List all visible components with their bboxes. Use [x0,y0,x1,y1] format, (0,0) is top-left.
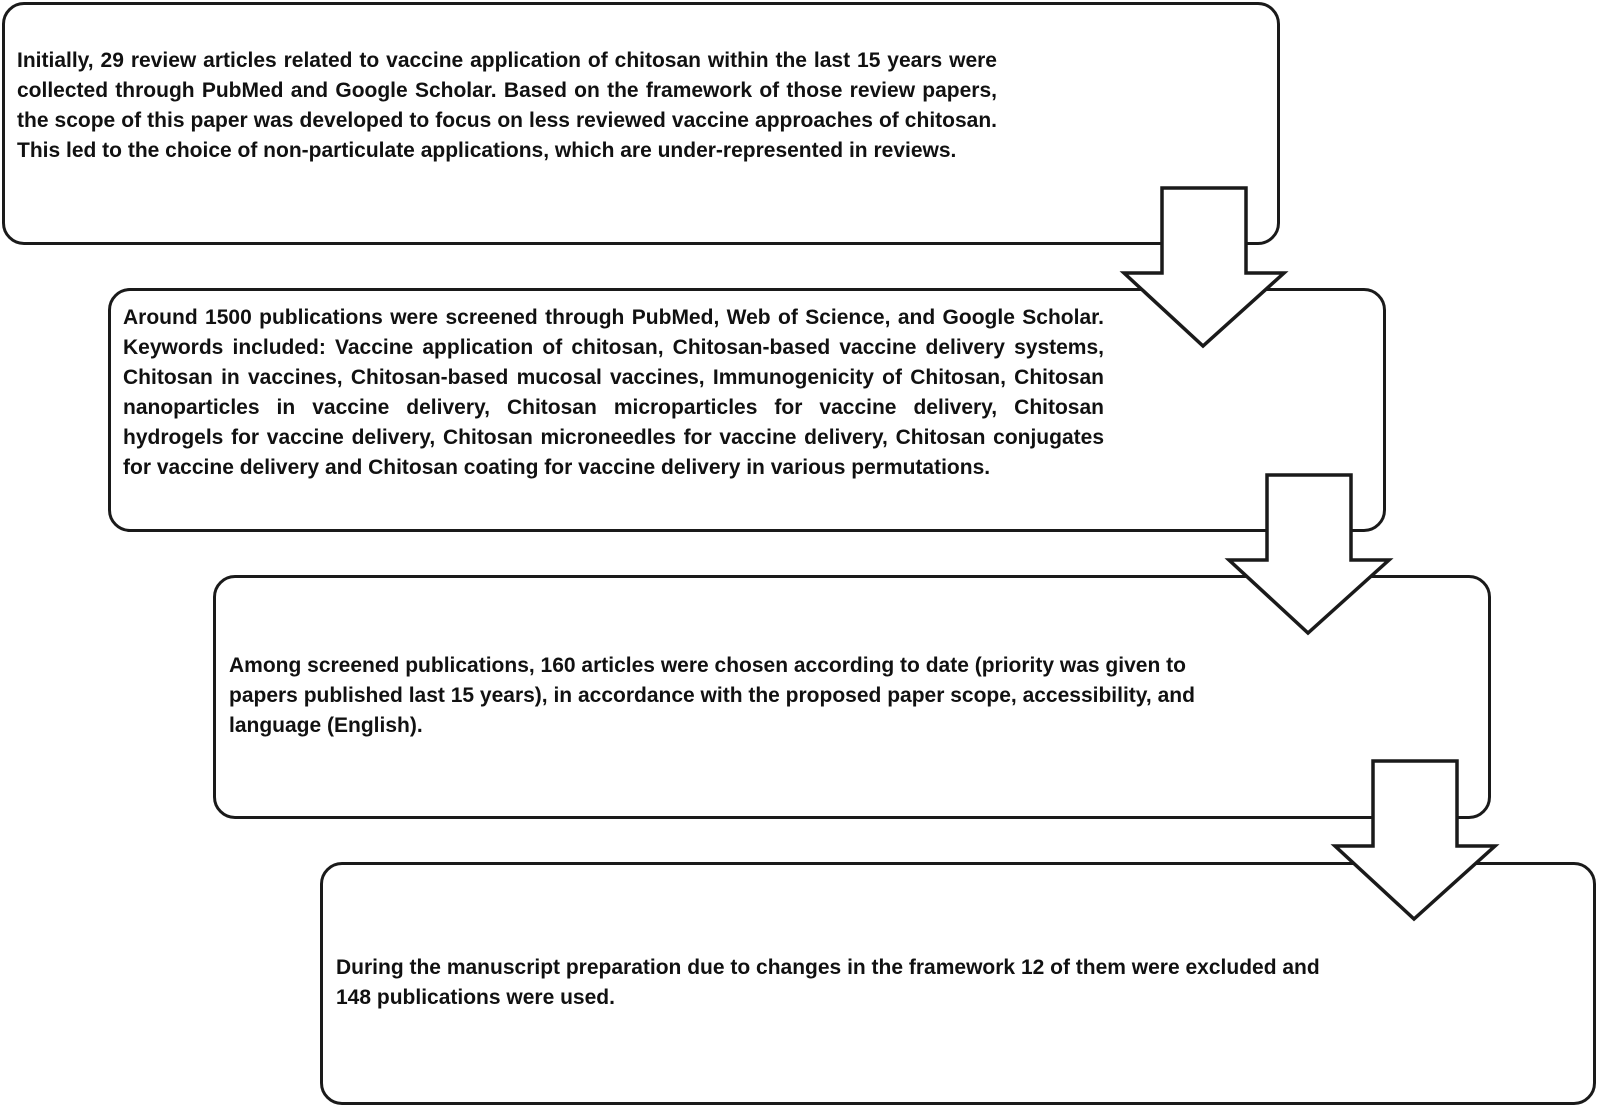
step-text-collection: Initially, 29 review articles related to vaccine application of chitosan within the last 15 years were collected through PubMed and Google Scholar. Based on the framework of those review papers, the scope of this paper was developed to focus on less reviewed vaccine approaches of chitosan. This led to the choice of non-particulate applications, which are under-represented in reviews. [17,49,997,162]
step-text-selection: Among screened publications, 160 articles were chosen according to date (priority was given to papers published last 15 years), in accordance with the proposed paper scope, accessibility, and language (English). [229,654,1195,737]
down-arrow-icon [1120,186,1288,350]
step-text-final: During the manuscript preparation due to changes in the framework 12 of them were excluded and 148 publications were used. [336,956,1320,1009]
down-arrow-icon [1225,473,1393,637]
down-arrow-icon [1331,759,1499,923]
step-text-screening: Around 1500 publications were screened through PubMed, Web of Science, and Google Scholar. Keywords included: Vaccine application of chitosan, Chitosan-based vaccine delivery systems, Chitosan in vaccines, Chitosan-based mucosal vaccines, Immunogenicity of Chitosan, Chitosan nanoparticles in vaccine delivery, Chitosan microparticles for vaccine delivery, Chitosan hydrogels for vaccine delivery, Chitosan microneedles for vaccine delivery, Chitosan conjugates for vaccine delivery and Chitosan coating for vaccine delivery in various permutations. [123,306,1104,479]
